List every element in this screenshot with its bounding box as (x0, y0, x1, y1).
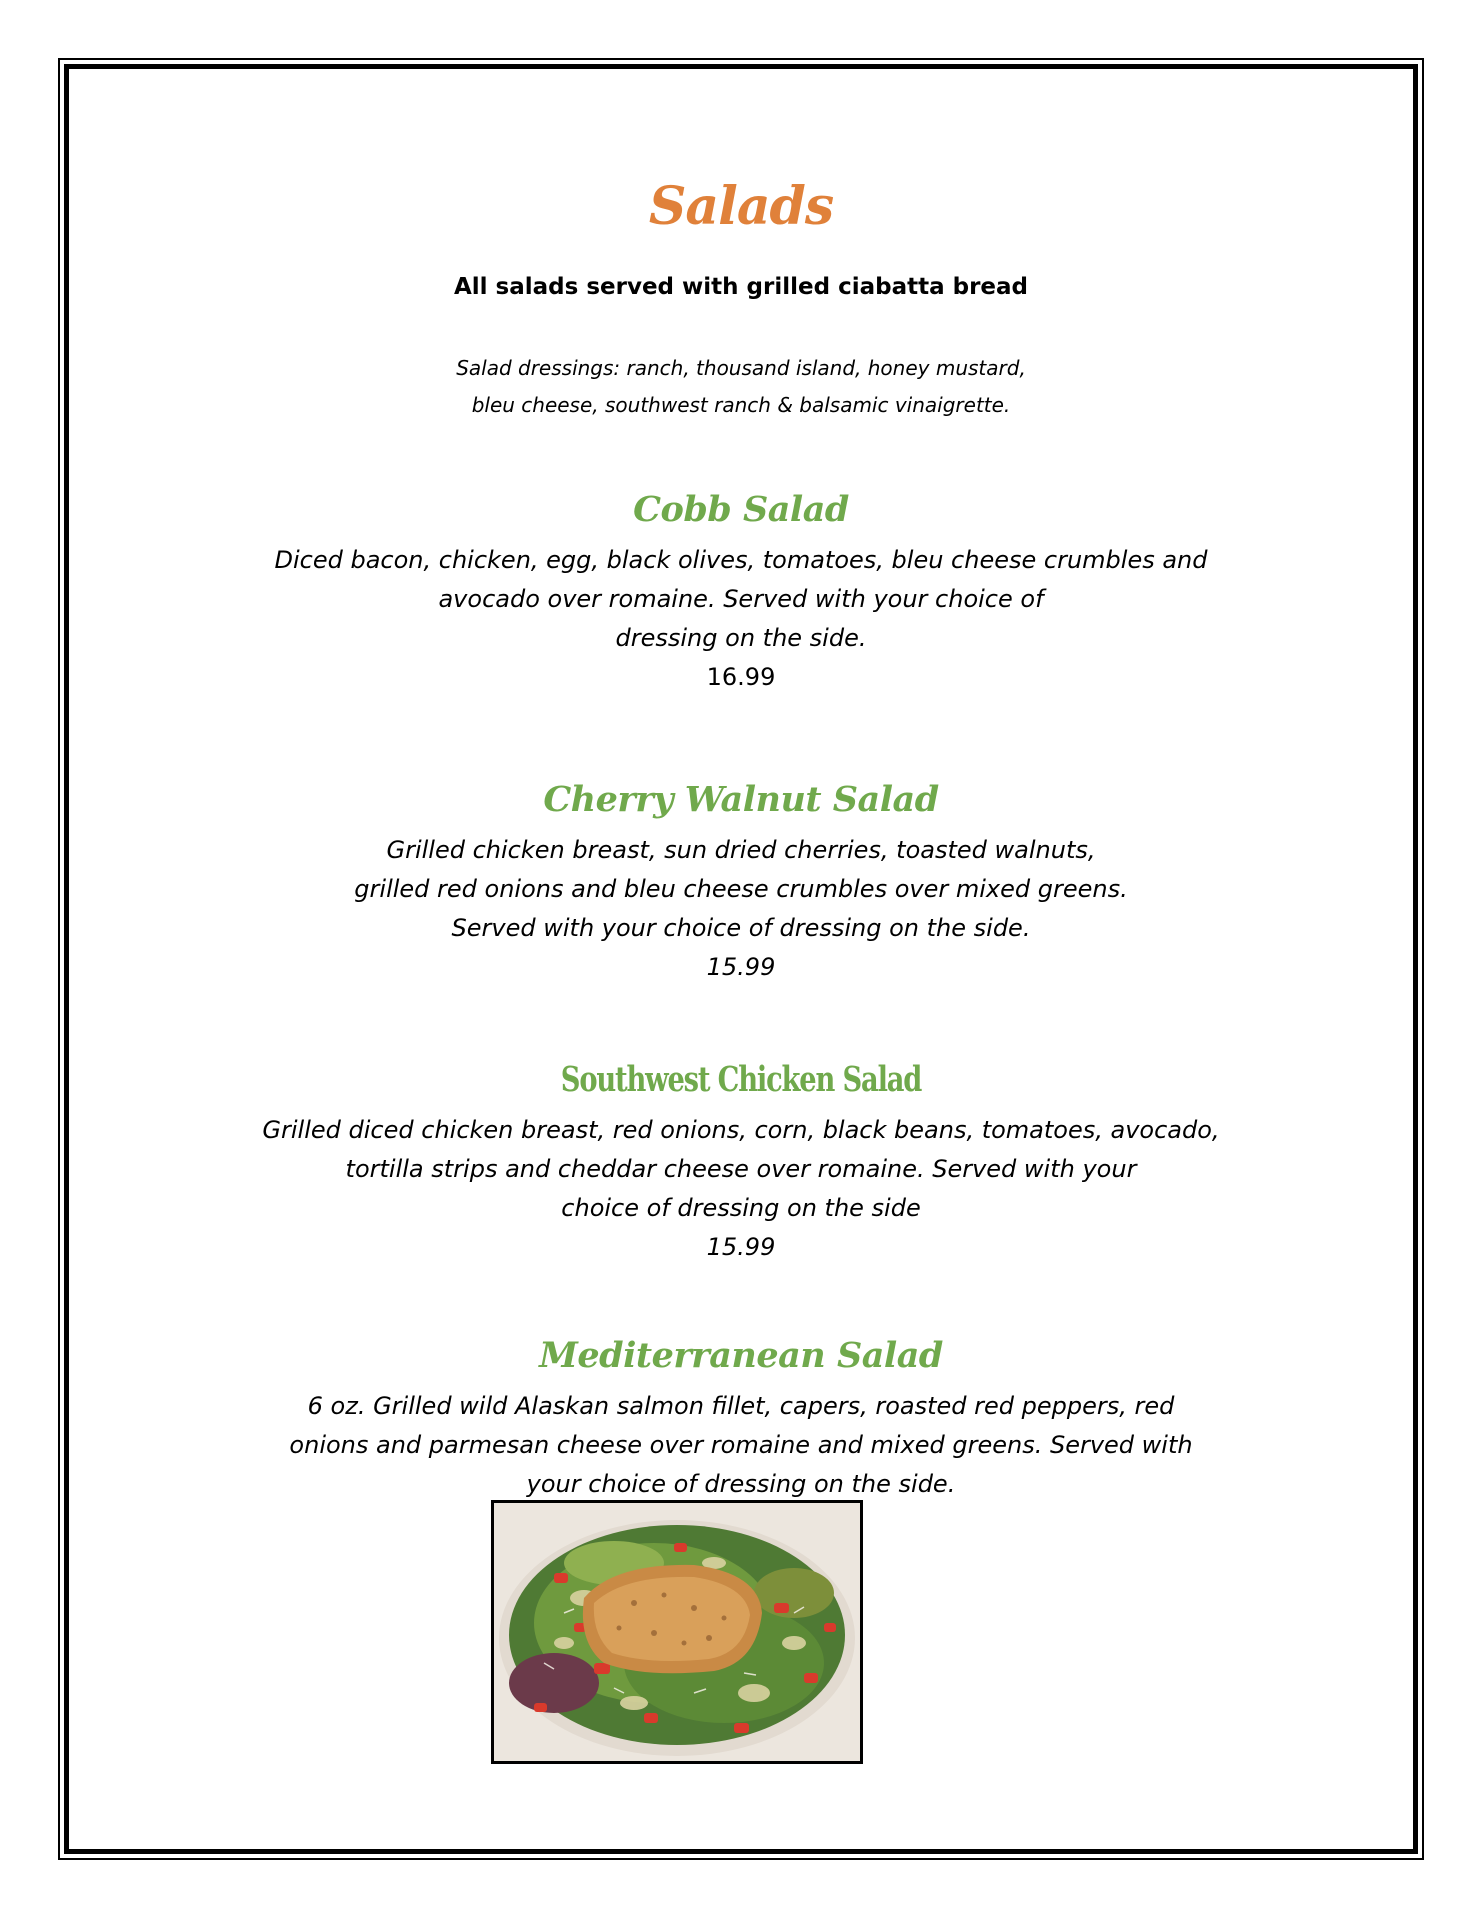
item-description-line: dressing on the side. (615, 624, 867, 652)
item-description-line: grilled red onions and bleu cheese crumbles over mixed greens. (354, 875, 1128, 903)
item-description-line: your choice of dressing on the side. (526, 1470, 956, 1498)
item-name: Southwest Chicken Salad (560, 1059, 922, 1100)
item-description-line: onions and parmesan cheese over romaine and mixed greens. Served with (289, 1431, 1193, 1459)
item-description-line: Served with your choice of dressing on the side. (451, 914, 1031, 942)
salmon-salad-photo (491, 1500, 863, 1764)
item-name: Mediterranean Salad (539, 1335, 943, 1376)
menu-item-southwest-chicken-salad (64, 1057, 1418, 1267)
item-price: 16.99 (706, 663, 776, 691)
dressings-line: Salad dressings: ranch, thousand island, honey mustard, (456, 356, 1026, 380)
item-price: 15.99 (706, 1233, 776, 1261)
menu-subtitle: All salads served with grilled ciabatta bread (453, 274, 1028, 300)
item-description-line: Diced bacon, chicken, egg, black olives, tomatoes, bleu cheese crumbles and (274, 546, 1208, 574)
dressings-line: bleu cheese, southwest ranch & balsamic vinaigrette. (471, 393, 1011, 417)
menu-item-cherry-walnut-salad (64, 777, 1418, 987)
item-description-line: avocado over romaine. Served with your choice of (438, 585, 1044, 613)
item-description-line: choice of dressing on the side (561, 1194, 921, 1222)
menu-item-cobb-salad (64, 487, 1418, 697)
page-title: Salads (648, 176, 834, 237)
item-description-line: Grilled chicken breast, sun dried cherries, toasted walnuts, (386, 836, 1096, 864)
item-price: 15.99 (706, 953, 776, 981)
item-description-line: 6 oz. Grilled wild Alaskan salmon fillet, capers, roasted red peppers, red (307, 1392, 1175, 1420)
dressings-note (64, 350, 1418, 424)
item-name: Cobb Salad (633, 489, 849, 530)
item-description-line: tortilla strips and cheddar cheese over romaine. Served with your (345, 1155, 1137, 1183)
item-name: Cherry Walnut Salad (543, 779, 939, 820)
item-description-line: Grilled diced chicken breast, red onions, corn, black beans, tomatoes, avocado, (262, 1116, 1220, 1144)
